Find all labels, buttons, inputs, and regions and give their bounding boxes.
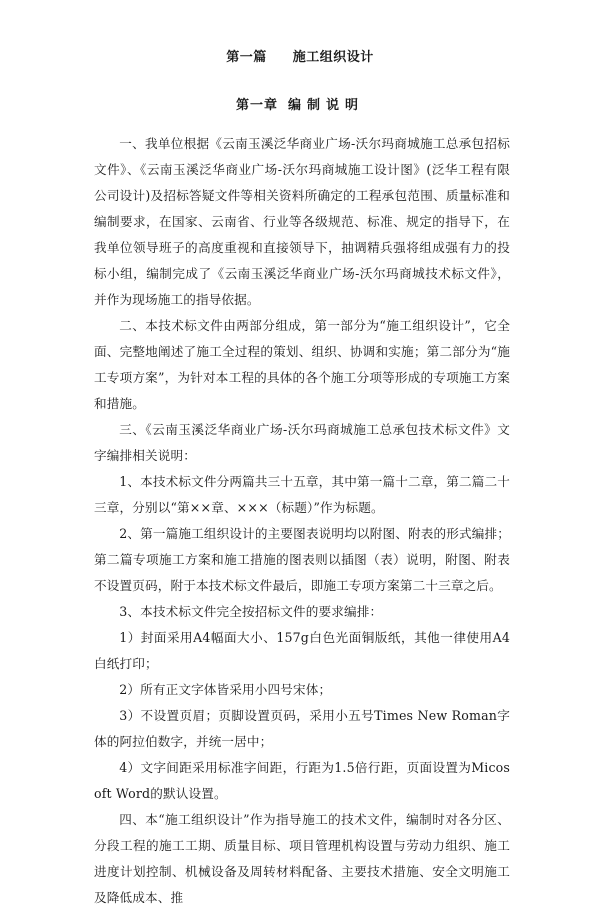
paragraph-11: 四、本“施工组织设计”作为指导施工的技术文件，编制时对各分区、分段工程的施工工期、质量目标、项目管理机构设置与劳动力组织、施工进度计划控制、机械设备及周转材料配备、主要技术措施、安全文明施工及降低成本、推 bbox=[94, 812, 510, 905]
paragraph-7: 1）封面采用A4幅面大小、157g白色光面铜版纸，其他一律使用A4白纸打印； bbox=[94, 630, 510, 671]
paragraph-3: 三、《云南玉溪泛华商业广场-沃尔玛商城施工总承包技术标文件》文字编排相关说明： bbox=[94, 422, 510, 463]
paragraph-10: 4）文字间距采用标准字间距，行距为1.5倍行距，页面设置为Micosoft Word的默认设置。 bbox=[94, 760, 510, 801]
paragraph-5: 2、第一篇施工组织设计的主要图表说明均以附图、附表的形式编排；第二篇专项施工方案和施工措施的图表则以插图（表）说明，附图、附表不设置页码，附于本技术标文件最后，即施工专项方案第二十三章之后。 bbox=[94, 526, 510, 593]
paragraph-2: 二、本技术标文件由两部分组成，第一部分为“施工组织设计”，它全面、完整地阐述了施工全过程的策划、组织、协调和实施；第二部分为“施工专项方案”，为针对本工程的具体的各个施工分项等形成的专项施工方案和措施。 bbox=[94, 318, 510, 411]
chapter-heading bbox=[0, 94, 600, 113]
chapter-number: 第一章 bbox=[235, 98, 278, 113]
part-title: 施工组织设计 bbox=[292, 50, 374, 65]
paragraph-1: 一、我单位根据《云南玉溪泛华商业广场-沃尔玛商城施工总承包招标文件》、《云南玉溪泛华商业广场-沃尔玛商城施工设计图》(泛华工程有限公司设计)及招标答疑文件等相关资料所确定的工程承包范围、质量标准和编制要求，在国家、云南省、行业等各级规范、标准、规定的指导下，在我单位领导班子的高度重视和直接领导下，抽调精兵强将组成强有力的投标小组，编制完成了《云南玉溪泛华商业广场-沃尔玛商城技术标文件》，并作为现场施工的指导依据。 bbox=[94, 136, 510, 307]
part-number: 第一篇 bbox=[226, 50, 267, 65]
chapter-title: 编制说明 bbox=[288, 98, 365, 113]
paragraph-6: 3、本技术标文件完全按招标文件的要求编排： bbox=[119, 604, 383, 619]
body-text bbox=[94, 131, 510, 911]
paragraph-4: 1、本技术标文件分两篇共三十五章，其中第一篇十二章，第二篇二十三章，分别以“第××章、×××（标题）”作为标题。 bbox=[94, 474, 510, 515]
paragraph-8: 2）所有正文字体皆采用小四号宋体； bbox=[119, 682, 332, 697]
paragraph-9: 3）不设置页眉；页脚设置页码，采用小五号Times New Roman字体的阿拉伯数字，并统一居中； bbox=[94, 708, 510, 749]
part-heading bbox=[0, 46, 600, 65]
